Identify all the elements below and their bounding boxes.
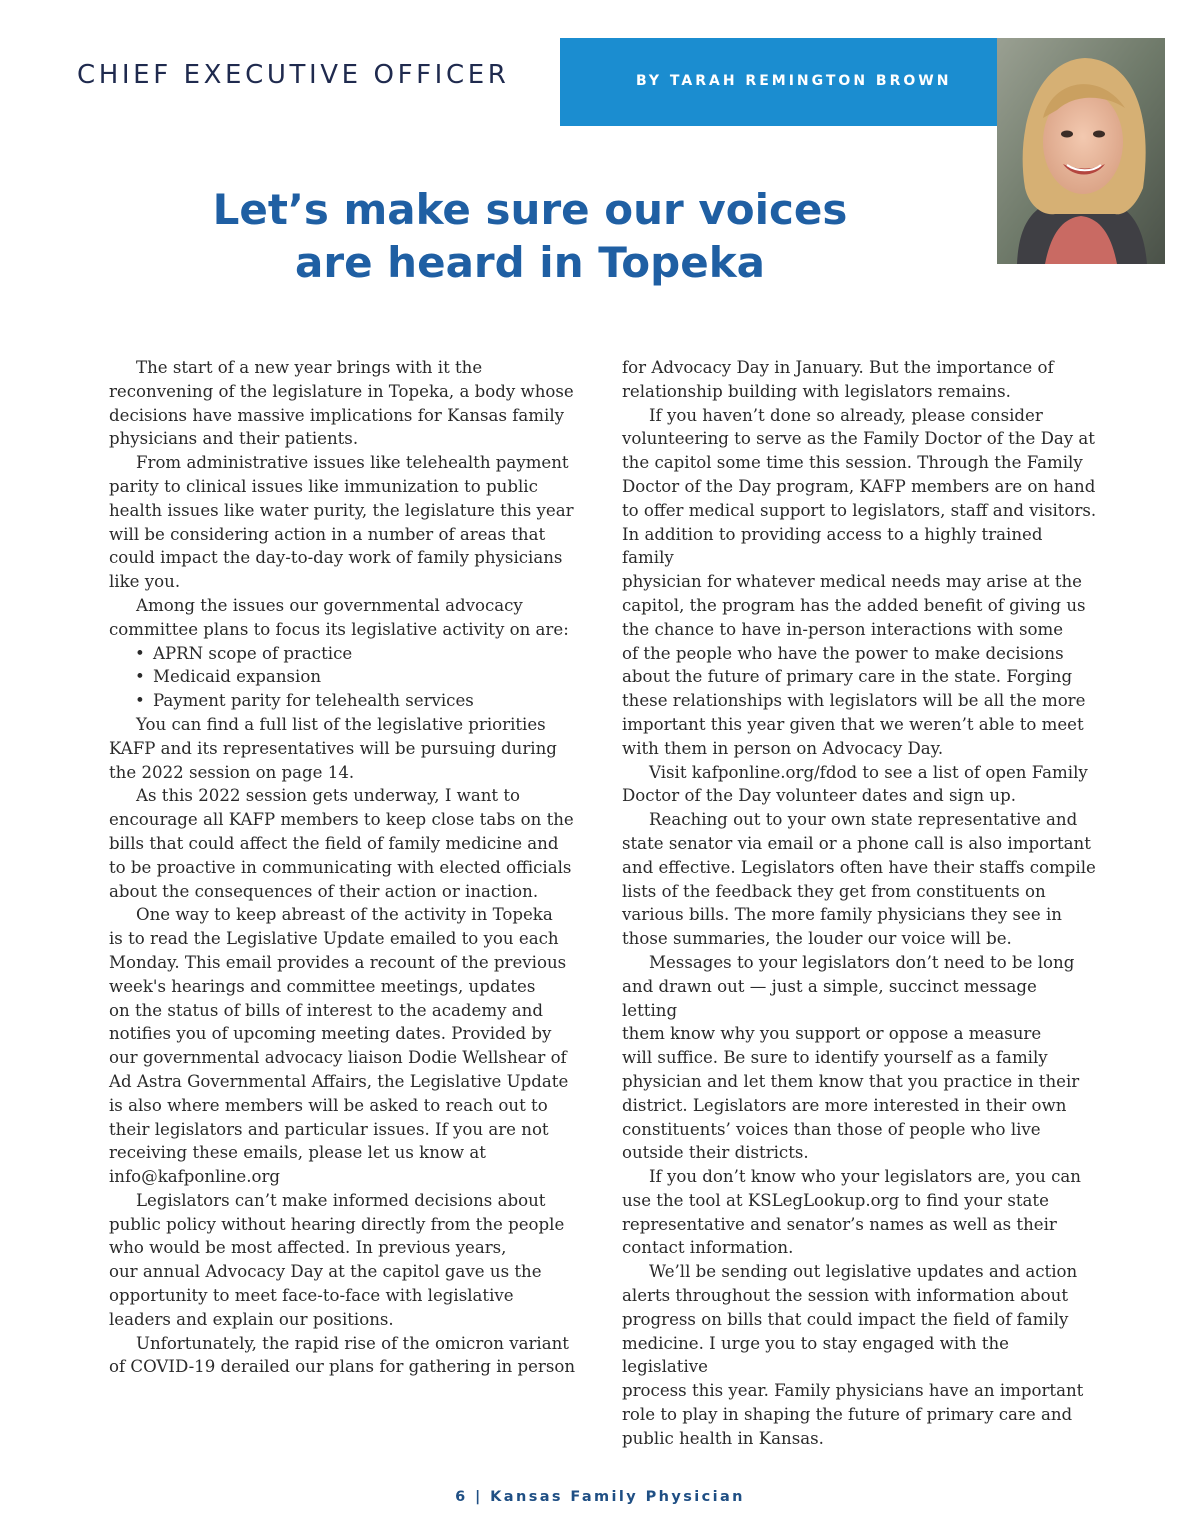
paragraph: If you haven’t done so already, please consider volunteering to serve as the Family Doctor of the Day at the capitol some time this session. Through the Family Doctor of the Day program, KAFP members are on hand to offer medical support to legislators, staff and visitors. In addition to providing access to a highly trained family physician for whatever medical needs may arise at the capitol, the program has the added benefit of giving us the chance to have in-person interactions with some of the people who have the power to make decisions about the future of primary care in the state. Forging these relationships with legislators will be all the more important this year given that we weren’t able to meet with them in person on Advocacy Day.: [622, 405, 1097, 758]
byline: BY TARAH REMINGTON BROWN: [636, 73, 952, 89]
author-photo: [997, 38, 1165, 264]
list-item: • Payment parity for telehealth services: [135, 689, 581, 713]
list-item: • Medicaid expansion: [135, 665, 581, 689]
right-column: [622, 356, 1097, 1451]
issues-list: [109, 642, 581, 713]
list-item: • APRN scope of practice: [135, 642, 581, 666]
paragraph: Visit kafponline.org/fdod to see a list of open Family Doctor of the Day volunteer dates and sign up.: [622, 762, 1088, 806]
paragraph: Legislators can’t make informed decisions about public policy without hearing directly from the people who would be most affected. In previous years, our annual Advocacy Day at the capitol gave us the opportunity to meet face-to-face with legislative leaders and explain our positions.: [109, 1190, 565, 1329]
paragraph: for Advocacy Day in January. But the importance of relationship building with legislators remains.: [622, 358, 1054, 401]
paragraph: One way to keep abreast of the activity in Topeka is to read the Legislative Update emailed to you each Monday. This email provides a recount of the previous week's hearings and committee meetings, updates on the status of bills of interest to the academy and notifies you of upcoming meeting dates. Provided by our governmental advocacy liaison Dodie Wellshear of Ad Astra Governmental Affairs, the Legislative Update is also where members will be asked to reach out to their legislators and particular issues. If you are not receiving these emails, please let us know at info@kafponline.org: [109, 905, 569, 1187]
paragraph: Unfortunately, the rapid rise of the omicron variant of COVID-19 derailed our plans for gathering in person: [109, 1333, 576, 1377]
page-footer: 6 | Kansas Family Physician: [455, 1489, 745, 1505]
paragraph: From administrative issues like telehealth payment parity to clinical issues like immunization to public health issues like water purity, the legislature this year will be considering action in a number of areas that could impact the day-to-day work of family physicians like you.: [109, 453, 574, 592]
paragraph: You can find a full list of the legislative priorities KAFP and its representatives will be pursuing during the 2022 session on page 14.: [109, 714, 557, 782]
paragraph: If you don’t know who your legislators are, you can use the tool at KSLegLookup.org to find your state representative and senator’s names as well as their contact information.: [622, 1167, 1081, 1258]
paragraph: Among the issues our governmental advocacy committee plans to focus its legislative activity on are:: [109, 595, 569, 639]
left-column: [109, 356, 581, 1379]
paragraph: Messages to your legislators don’t need to be long and drawn out — just a simple, succinct message letting them know why you support or oppose a measure will suffice. Be sure to identify yourself as a family physician and let them know that you practice in their district. Legislators are more interested in their own constituents’ voices than those of people who live outside their districts.: [622, 952, 1080, 1163]
paragraph: As this 2022 session gets underway, I want to encourage all KAFP members to keep close tabs on the bills that could affect the field of family medicine and to be proactive in communicating with elected officials about the consequences of their action or inaction.: [109, 786, 574, 901]
article-headline: Let’s make sure our voices are heard in Topeka: [212, 185, 848, 287]
paragraph: We’ll be sending out legislative updates and action alerts throughout the session with information about progress on bills that could impact the field of family medicine. I urge you to stay engaged with the legislative process this year. Family physicians have an important role to play in shaping the future of primary care and public health in Kansas.: [622, 1262, 1084, 1448]
paragraph: Reaching out to your own state representative and state senator via email or a phone call is also important and effective. Legislators often have their staffs compile lists of the feedback they get from constituents on various bills. The more family physicians they see in those summaries, the louder our voice will be.: [622, 810, 1096, 949]
paragraph: The start of a new year brings with it the reconvening of the legislature in Topeka, a body whose decisions have massive implications for Kansas family physicians and their patients.: [109, 358, 574, 449]
section-label: CHIEF EXECUTIVE OFFICER: [77, 60, 510, 90]
